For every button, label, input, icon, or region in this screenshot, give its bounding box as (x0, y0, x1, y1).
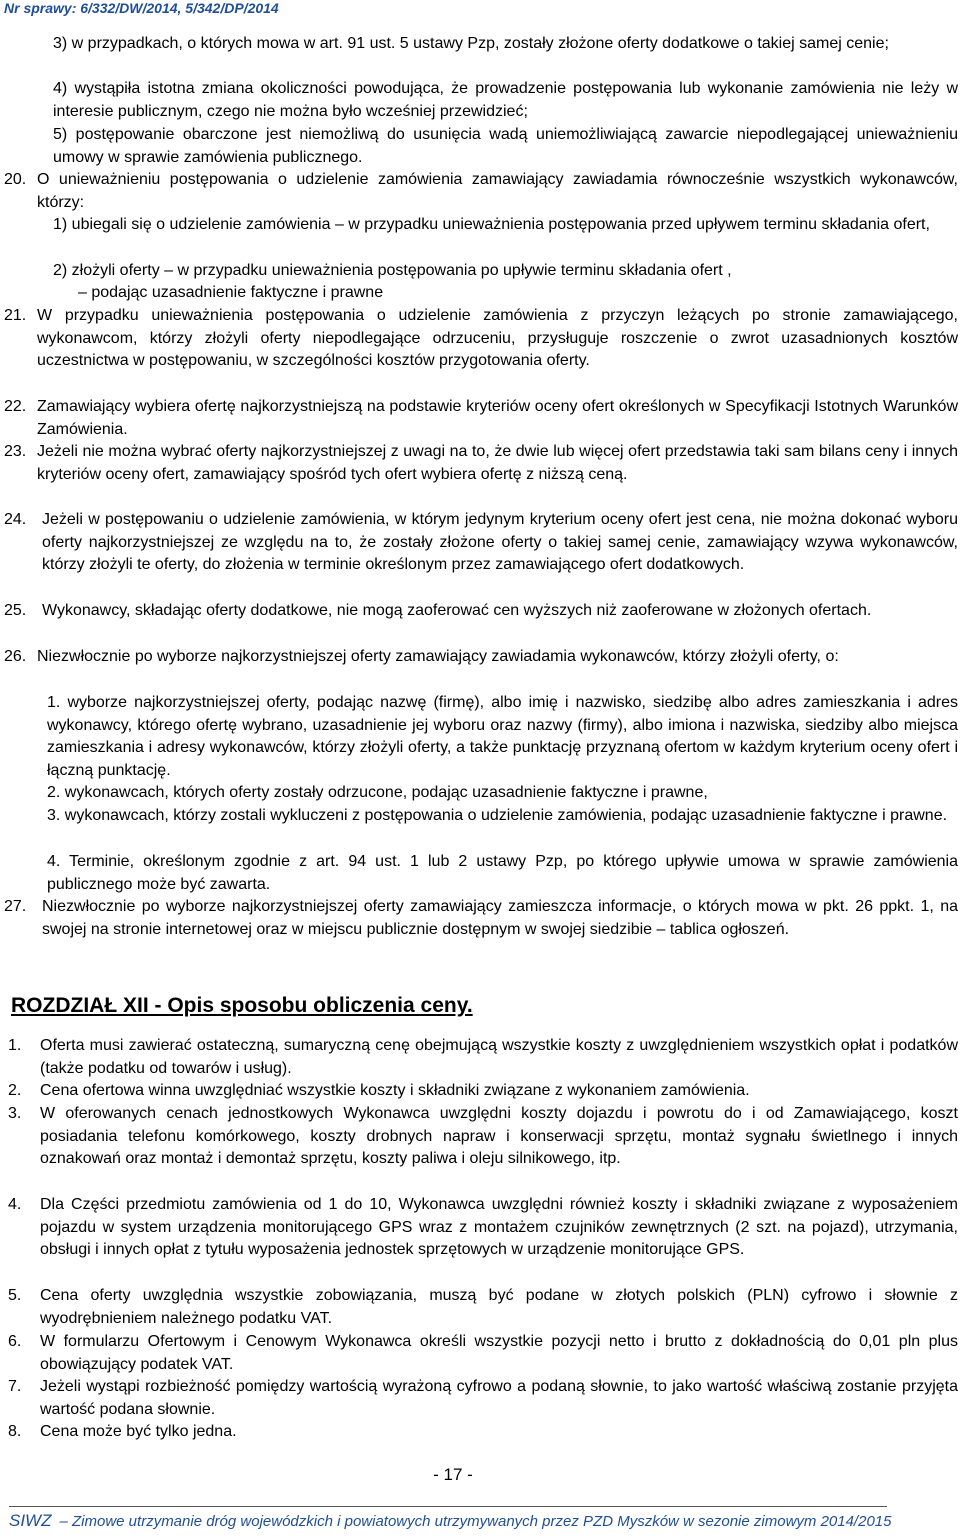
price-rule: W formularzu Ofertowym i Cenowym Wykonawca określi wszystkie pozycji netto i brutto z dokładnością do 0,01 pln plus obowiązujący podatek VAT. (40, 1333, 958, 1373)
paragraph-number-20: 20. (4, 171, 27, 188)
paragraph-26-2: 2. wykonawcach, których oferty zostały odrzucone, podając uzasadnienie faktyczne i prawne, (47, 784, 708, 801)
paragraph-number-22: 22. (4, 398, 27, 415)
chapter-heading: ROZDZIAŁ XII - Opis sposobu obliczenia ceny. (11, 994, 473, 1017)
price-rule: Cena oferty uwzględnia wszystkie zobowiązania, muszą być podane w złotych polskich (PLN) cyfrowo i słownie z wyodrębnieniem należnego podatku VAT. (40, 1287, 958, 1327)
footer-label: SIWZ (9, 1511, 52, 1530)
price-rule: Cena ofertowa winna uwzględniać wszystkie koszty i składniki związane z wykonaniem zamówienia. (40, 1082, 750, 1099)
price-rule-number: 5. (8, 1287, 22, 1304)
page-number: - 17 - (433, 1465, 473, 1484)
paragraph-number-27: 27. (4, 898, 27, 915)
paragraph-22: Zamawiający wybiera ofertę najkorzystniejszą na podstawie kryteriów oceny ofert określonych w Specyfikacji Istotnych Warunków Zamówienia. (37, 398, 958, 438)
paragraph-20: O unieważnieniu postępowania o udzielenie zamówienia zamawiający zawiadamia równocześnie wszystkich wykonawców, którzy: (37, 171, 958, 211)
paragraph-20-2: 2) złożyli oferty – w przypadku unieważnienia postępowania po upływie terminu składania ofert , (53, 262, 732, 279)
paragraph-number-23: 23. (4, 443, 27, 460)
price-rule: W oferowanych cenach jednostkowych Wykonawca uwzględni koszty dojazdu i powrotu do i od Zamawiającego, koszt posiadania telefonu komórkowego, koszty drobnych napraw i konserwacji sprzętu, montaż sygnału świetlnego i innych oznakowań oraz montaż i demontaż sprzętu, koszty paliwa i oleju silnikowego, itp. (40, 1105, 958, 1168)
footer-text: – Zimowe utrzymanie dróg wojewódzkich i powiatowych utrzymywanych przez PZD Myszków w sezonie zimowym 2014/2015 (59, 1513, 892, 1530)
paragraph-number-25: 25. (4, 602, 27, 619)
case-number-header: Nr sprawy: 6/332/DW/2014, 5/342/DP/2014 (4, 0, 279, 16)
paragraph-27: Niezwłocznie po wyborze najkorzystniejszej oferty zamawiający zamieszcza informacje, o których mowa w pkt. 26 ppkt. 1, na swojej na stronie internetowej oraz w miejscu publicznie dostępnym w swojej siedzibie – tablica ogłoszeń. (42, 898, 958, 938)
paragraph-26-4: 4. Terminie, określonym zgodnie z art. 94 ust. 1 lub 2 ustawy Pzp, po którego upływie umowa w sprawie zamówienia publicznego może być zawarta. (47, 853, 958, 893)
price-rule-number: 6. (8, 1333, 22, 1350)
price-rule-number: 3. (8, 1105, 22, 1122)
paragraph-19-4: 4) wystąpiła istotna zmiana okoliczności powodująca, że prowadzenie postępowania lub wykonanie zamówienia nie leży w interesie publicznym, czego nie można było wcześniej przewidzieć; (53, 80, 958, 120)
footer (9, 1511, 891, 1531)
paragraph-26: Niezwłocznie po wyborze najkorzystniejszej oferty zamawiający zawiadamia wykonawców, którzy złożyli oferty, o: (37, 648, 839, 665)
paragraph-19-5: 5) postępowanie obarczone jest niemożliwą do usunięcia wadą uniemożliwiającą zawarcie niepodlegającej unieważnieniu umowy w sprawie zamówienia publicznego. (53, 126, 958, 166)
price-rule: Cena może być tylko jedna. (40, 1423, 237, 1440)
paragraph-26-3: 3. wykonawcach, którzy zostali wykluczeni z postępowania o udzielenie zamówienia, podając uzasadnienie faktyczne i prawne. (47, 807, 948, 824)
paragraph-26-1: 1. wyborze najkorzystniejszej oferty, podając nazwę (firmę), albo imię i nazwisko, siedzibę albo adres zamieszkania i adres wykonawcy, którego ofertę wybrano, uzasadnienie jej wyboru oraz nazwy (firmy), albo imiona i nazwiska, siedziby albo miejsca zamieszkania i adresy wykonawców, którzy złożyli oferty, a także punktację przyznaną ofertom w każdym kryterium oceny ofert i łączną punktację. (47, 694, 958, 779)
paragraph-23: Jeżeli nie można wybrać oferty najkorzystniejszej z uwagi na to, że dwie lub więcej ofert przedstawia taki sam bilans ceny i innych kryteriów oceny ofert, zamawiający spośród tych ofert wybiera ofertę z niższą ceną. (37, 443, 958, 483)
price-rule-number: 4. (8, 1196, 22, 1213)
price-rule-number: 8. (8, 1423, 22, 1440)
price-rule-number: 1. (8, 1037, 22, 1054)
price-rule-number: 7. (8, 1378, 22, 1395)
paragraph-21: W przypadku unieważnienia postępowania o udzielenie zamówienia z przyczyn leżących po stronie zamawiającego, wykonawcom, którzy złożyli oferty niepodlegające odrzuceniu, przysługuje roszczenie o zwrot uzasadnionych kosztów uczestnictwa w postępowaniu, w szczególności kosztów przygotowania oferty. (37, 307, 958, 370)
paragraph-25: Wykonawcy, składając oferty dodatkowe, nie mogą zaoferować cen wyższych niż zaoferowane w złożonych ofertach. (42, 602, 872, 619)
price-rule-number: 2. (8, 1082, 22, 1099)
price-rule: Jeżeli wystąpi rozbieżność pomiędzy wartością wyrażoną cyfrowo a podaną słownie, to jako wartość właściwą zostanie przyjęta wartość podana słownie. (40, 1378, 958, 1418)
paragraph-20-1: 1) ubiegali się o udzielenie zamówienia – w przypadku unieważnienia postępowania przed upływem terminu składania ofert, (53, 216, 930, 233)
paragraph-number-21: 21. (4, 307, 27, 324)
paragraph-number-24: 24. (4, 511, 27, 528)
price-rule: Oferta musi zawierać ostateczną, sumaryczną cenę obejmującą wszystkie koszty z uwzględnieniem wszystkich opłat i podatków (także podatku od towarów i usług). (40, 1037, 958, 1077)
price-rule: Dla Części przedmiotu zamówienia od 1 do 10, Wykonawca uwzględni również koszty i składniki związane z wyposażeniem pojazdu w system urządzenia monitorującego GPS wraz z montażem czujników zewnętrznych (2 szt. na pojazd), utrzymania, obsługi i innych opłat z tytułu wyposażenia jednostek sprzętowych w urządzenie monitorujące GPS. (40, 1196, 958, 1259)
paragraph-19-3: 3) w przypadkach, o których mowa w art. 91 ust. 5 ustawy Pzp, zostały złożone oferty dodatkowe o takiej samej cenie; (53, 35, 889, 52)
paragraph-number-26: 26. (4, 648, 27, 665)
footer-divider (9, 1506, 887, 1507)
paragraph-20-2-tail: – podając uzasadnienie faktyczne i prawne (78, 284, 384, 301)
paragraph-24: Jeżeli w postępowaniu o udzielenie zamówienia, w którym jedynym kryterium oceny ofert jest cena, nie można dokonać wyboru oferty najkorzystniejszej ze względu na to, że zostały złożone oferty o takiej samej cenie, zamawiający wzywa wykonawców, którzy złożyli te oferty, do złożenia w terminie określonym przez zamawiającego ofert dodatkowych. (42, 511, 958, 574)
